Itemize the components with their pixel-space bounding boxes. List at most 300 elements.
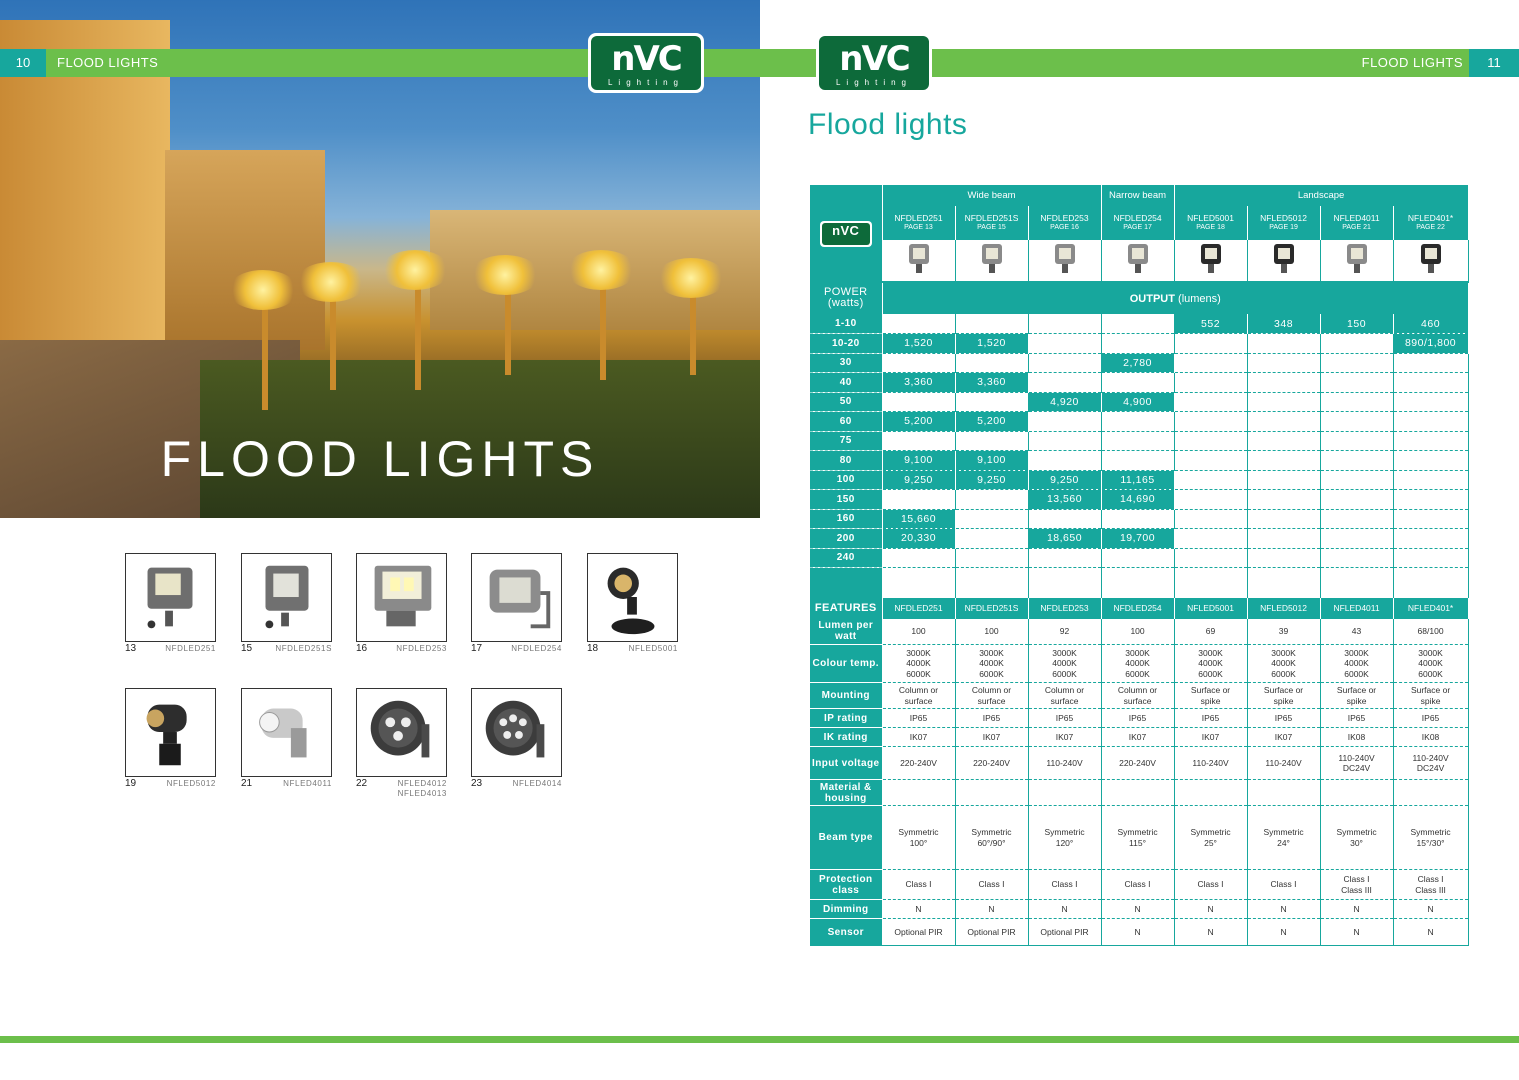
product-thumbnail-icon	[1247, 240, 1320, 282]
feature-model-code: NFDLED251	[882, 598, 955, 619]
product-page-number: 22	[356, 778, 368, 789]
feature-cell: 100	[955, 619, 1028, 645]
output-cell	[1393, 490, 1468, 510]
feature-cell	[1393, 780, 1468, 806]
feature-cell: Symmetric 100°	[882, 806, 955, 870]
output-cell	[1247, 490, 1320, 510]
model-header	[1320, 206, 1393, 240]
model-code: NFDLED254	[1113, 213, 1162, 223]
output-cell	[1028, 509, 1101, 529]
output-cell	[882, 353, 955, 373]
feature-cell: IP65	[1247, 709, 1320, 728]
power-header: POWER (watts)	[810, 282, 882, 314]
feature-row	[810, 683, 1468, 709]
feature-cell: 3000K 4000K 6000K	[1101, 645, 1174, 683]
model-page: PAGE 22	[1416, 224, 1445, 231]
feature-cell: Class I	[1101, 870, 1174, 900]
feature-cell: 3000K 4000K 6000K	[1247, 645, 1320, 683]
feature-label: Mounting	[810, 683, 882, 709]
output-cell	[1174, 334, 1247, 354]
feature-cell: N	[1101, 900, 1174, 919]
product-thumbnail-icon	[955, 240, 1028, 282]
left-section-title: FLOOD LIGHTS	[57, 55, 159, 70]
output-cell: 9,250	[955, 470, 1028, 490]
feature-cell: IP65	[882, 709, 955, 728]
output-cell: 4,900	[1101, 392, 1174, 412]
output-cell	[955, 529, 1028, 549]
feature-cell	[1320, 780, 1393, 806]
feature-cell: Symmetric 30°	[1320, 806, 1393, 870]
product-thumbnail-icon	[882, 240, 955, 282]
feature-label: Material & housing	[810, 780, 882, 806]
model-code: NFDLED253	[1040, 213, 1089, 223]
feature-cell: Class I Class III	[1393, 870, 1468, 900]
output-cell	[1320, 470, 1393, 490]
output-cell: 552	[1174, 314, 1247, 334]
output-cell	[955, 509, 1028, 529]
feature-row	[810, 870, 1468, 900]
group-header: Narrow beam	[1101, 185, 1174, 206]
footer-bar	[0, 1036, 1519, 1043]
power-cell: 10-20	[810, 334, 882, 354]
model-code: NFDLED251S	[964, 213, 1019, 223]
output-cell: 2,780	[1101, 353, 1174, 373]
feature-cell: N	[1174, 900, 1247, 919]
output-row	[810, 451, 1468, 471]
model-page: PAGE 17	[1123, 224, 1152, 231]
output-cell: 5,200	[882, 412, 955, 432]
output-cell	[1028, 412, 1101, 432]
feature-cell: Symmetric 24°	[1247, 806, 1320, 870]
feature-cell: 100	[882, 619, 955, 645]
feature-cell: 100	[1101, 619, 1174, 645]
output-cell	[1101, 548, 1174, 568]
feature-cell: Class I	[1247, 870, 1320, 900]
feature-cell: IK07	[1101, 728, 1174, 747]
output-cell: 460	[1393, 314, 1468, 334]
feature-cell: Optional PIR	[1028, 919, 1101, 946]
feature-cell: Symmetric 120°	[1028, 806, 1101, 870]
output-cell: 9,250	[882, 470, 955, 490]
feature-cell	[1247, 780, 1320, 806]
feature-cell: 110-240V DC24V	[1393, 747, 1468, 780]
output-cell: 18,650	[1028, 529, 1101, 549]
product-page-number: 17	[471, 643, 483, 654]
feature-model-code: NFLED5001	[1174, 598, 1247, 619]
output-row	[810, 470, 1468, 490]
output-cell	[1247, 529, 1320, 549]
output-cell	[955, 353, 1028, 373]
power-cell: 160	[810, 509, 882, 529]
output-cell: 14,690	[1101, 490, 1174, 510]
feature-label: IP rating	[810, 709, 882, 728]
feature-row	[810, 919, 1468, 946]
feature-cell	[882, 780, 955, 806]
feature-row	[810, 709, 1468, 728]
feature-cell: 69	[1174, 619, 1247, 645]
model-page: PAGE 15	[977, 224, 1006, 231]
feature-cell: 68/100	[1393, 619, 1468, 645]
model-page: PAGE 19	[1269, 224, 1298, 231]
feature-cell: Optional PIR	[882, 919, 955, 946]
feature-cell: Symmetric 115°	[1101, 806, 1174, 870]
output-row	[810, 509, 1468, 529]
table-logo-cell	[810, 185, 882, 282]
model-header	[1028, 206, 1101, 240]
product-code: NFDLED251S	[275, 644, 332, 653]
feature-cell: Surface or spike	[1320, 683, 1393, 709]
product-page-number: 18	[587, 643, 599, 654]
feature-row	[810, 900, 1468, 919]
feature-cell: 3000K 4000K 6000K	[1174, 645, 1247, 683]
output-cell: 5,200	[955, 412, 1028, 432]
feature-model-code: NFDLED253	[1028, 598, 1101, 619]
output-cell	[1393, 392, 1468, 412]
feature-model-code: NFLED4011	[1320, 598, 1393, 619]
right-page-number: 11	[1469, 49, 1519, 77]
output-cell: 9,100	[955, 451, 1028, 471]
output-row	[810, 529, 1468, 549]
product-thumbnail-icon	[1174, 240, 1247, 282]
feature-cell: N	[1028, 900, 1101, 919]
output-cell	[1393, 509, 1468, 529]
feature-label: Input voltage	[810, 747, 882, 780]
output-cell: 20,330	[882, 529, 955, 549]
feature-cell: Surface or spike	[1174, 683, 1247, 709]
feature-cell: Surface or spike	[1393, 683, 1468, 709]
feature-cell: Symmetric 15°/30°	[1393, 806, 1468, 870]
feature-cell: Column or surface	[1101, 683, 1174, 709]
feature-cell: N	[1393, 900, 1468, 919]
feature-model-code: NFDLED254	[1101, 598, 1174, 619]
feature-cell: IK07	[1174, 728, 1247, 747]
output-cell	[1174, 529, 1247, 549]
feature-cell	[1028, 780, 1101, 806]
feature-cell: Symmetric 60°/90°	[955, 806, 1028, 870]
feature-cell: 3000K 4000K 6000K	[1320, 645, 1393, 683]
feature-label: Colour temp.	[810, 645, 882, 683]
output-cell	[1174, 373, 1247, 393]
product-code: NFDLED254	[511, 644, 562, 653]
output-cell	[1320, 548, 1393, 568]
feature-row	[810, 728, 1468, 747]
output-cell: 348	[1247, 314, 1320, 334]
output-cell: 3,360	[955, 373, 1028, 393]
feature-cell: N	[1247, 900, 1320, 919]
output-cell	[1174, 412, 1247, 432]
output-cell	[1393, 529, 1468, 549]
output-cell	[1247, 412, 1320, 432]
model-page: PAGE 13	[904, 224, 933, 231]
left-page-number: 10	[0, 49, 46, 77]
feature-cell: Class I	[882, 870, 955, 900]
feature-model-code: NFLED5012	[1247, 598, 1320, 619]
feature-cell: 110-240V	[1028, 747, 1101, 780]
model-code: NFLED4011	[1333, 213, 1380, 223]
feature-cell: IK08	[1320, 728, 1393, 747]
output-cell	[1028, 373, 1101, 393]
output-cell	[1320, 353, 1393, 373]
product-code: NFDLED251	[165, 644, 216, 653]
output-cell	[1247, 470, 1320, 490]
output-cell	[1247, 431, 1320, 451]
product-thumbnail-icon	[1320, 240, 1393, 282]
product-page-number: 21	[241, 778, 253, 789]
feature-row	[810, 747, 1468, 780]
feature-cell: Class I Class III	[1320, 870, 1393, 900]
features-header: FEATURES	[810, 598, 882, 619]
feature-cell: 110-240V DC24V	[1320, 747, 1393, 780]
output-cell	[1320, 334, 1393, 354]
feature-row	[810, 619, 1468, 645]
feature-model-code: NFDLED251S	[955, 598, 1028, 619]
output-cell: 1,520	[882, 334, 955, 354]
output-cell	[1247, 353, 1320, 373]
product-photo-floodlight	[125, 553, 216, 642]
output-cell	[1174, 353, 1247, 373]
nvc-logo: nVC Lighting	[588, 33, 704, 93]
output-cell	[1101, 431, 1174, 451]
output-row	[810, 353, 1468, 373]
product-page-number: 23	[471, 778, 483, 789]
output-cell	[1393, 548, 1468, 568]
output-cell	[1393, 431, 1468, 451]
feature-cell: IK07	[1028, 728, 1101, 747]
output-cell	[1174, 451, 1247, 471]
product-photo-round-floodlight	[471, 688, 562, 777]
output-cell	[1101, 373, 1174, 393]
feature-cell: IP65	[1174, 709, 1247, 728]
output-cell	[1101, 451, 1174, 471]
feature-cell	[955, 780, 1028, 806]
feature-cell: IP65	[1028, 709, 1101, 728]
model-code: NFLED5001	[1187, 213, 1234, 223]
output-cell	[1101, 509, 1174, 529]
product-code: NFLED4014	[512, 779, 562, 788]
feature-cell: 92	[1028, 619, 1101, 645]
feature-cell: N	[882, 900, 955, 919]
product-photo-floodlight	[241, 553, 332, 642]
output-row	[810, 373, 1468, 393]
feature-cell: Class I	[1174, 870, 1247, 900]
output-cell: 150	[1320, 314, 1393, 334]
feature-cell: Class I	[1028, 870, 1101, 900]
product-photo-spike-light	[587, 553, 678, 642]
output-cell	[1393, 373, 1468, 393]
output-cell	[955, 314, 1028, 334]
feature-cell: N	[1320, 900, 1393, 919]
output-cell	[1028, 548, 1101, 568]
output-cell	[1320, 431, 1393, 451]
power-cell: 150	[810, 490, 882, 510]
group-header: Wide beam	[882, 185, 1101, 206]
output-cell	[1174, 470, 1247, 490]
product-code: NFLED5001	[628, 644, 678, 653]
output-cell	[1028, 451, 1101, 471]
output-cell	[955, 431, 1028, 451]
model-page: PAGE 21	[1342, 224, 1371, 231]
output-cell	[1247, 548, 1320, 568]
output-cell	[1174, 392, 1247, 412]
model-header	[1101, 206, 1174, 240]
feature-cell: 3000K 4000K 6000K	[1393, 645, 1468, 683]
feature-label: Beam type	[810, 806, 882, 870]
feature-label: IK rating	[810, 728, 882, 747]
feature-cell: IK07	[955, 728, 1028, 747]
product-code: NFLED5012	[166, 779, 216, 788]
output-cell	[1101, 314, 1174, 334]
feature-label: Dimming	[810, 900, 882, 919]
power-cell: 1-10	[810, 314, 882, 334]
output-cell	[1101, 334, 1174, 354]
product-photo-floodlight	[471, 553, 562, 642]
output-cell	[1247, 334, 1320, 354]
feature-cell: N	[1101, 919, 1174, 946]
feature-cell: Surface or spike	[1247, 683, 1320, 709]
output-cell	[955, 548, 1028, 568]
feature-cell: IK07	[882, 728, 955, 747]
feature-cell: Class I	[955, 870, 1028, 900]
feature-cell: 39	[1247, 619, 1320, 645]
hero-title: FLOOD LIGHTS	[160, 431, 600, 487]
feature-cell: 220-240V	[955, 747, 1028, 780]
product-photo-round-floodlight	[356, 688, 447, 777]
output-cell	[1393, 451, 1468, 471]
product-page-number: 16	[356, 643, 368, 654]
output-cell	[1320, 529, 1393, 549]
output-cell	[1393, 353, 1468, 373]
model-code: NFLED401*	[1407, 213, 1454, 223]
feature-row	[810, 780, 1468, 806]
product-page-number: 13	[125, 643, 137, 654]
model-header	[882, 206, 955, 240]
output-cell	[882, 314, 955, 334]
feature-cell: Column or surface	[1028, 683, 1101, 709]
output-cell	[882, 490, 955, 510]
output-row	[810, 412, 1468, 432]
output-row	[810, 548, 1468, 568]
output-row	[810, 314, 1468, 334]
feature-cell: IK08	[1393, 728, 1468, 747]
model-page: PAGE 16	[1050, 224, 1079, 231]
product-code: NFLED4012	[397, 779, 447, 788]
output-cell	[955, 490, 1028, 510]
feature-cell: Optional PIR	[955, 919, 1028, 946]
output-cell	[1320, 412, 1393, 432]
feature-row	[810, 806, 1468, 870]
feature-cell: 110-240V	[1247, 747, 1320, 780]
output-cell	[1174, 509, 1247, 529]
output-cell	[1028, 353, 1101, 373]
output-cell	[1174, 431, 1247, 451]
product-thumbnail-icon	[1393, 240, 1468, 282]
output-cell: 9,250	[1028, 470, 1101, 490]
output-cell: 13,560	[1028, 490, 1101, 510]
product-code: NFDLED253	[396, 644, 447, 653]
output-cell	[1320, 373, 1393, 393]
model-header	[955, 206, 1028, 240]
feature-cell: 3000K 4000K 6000K	[882, 645, 955, 683]
product-thumbnail-icon	[1028, 240, 1101, 282]
spec-table	[810, 185, 1469, 946]
output-cell	[1320, 509, 1393, 529]
feature-cell: 220-240V	[1101, 747, 1174, 780]
model-header	[1174, 206, 1247, 240]
output-cell	[1028, 334, 1101, 354]
output-cell: 1,520	[955, 334, 1028, 354]
output-row	[810, 490, 1468, 510]
output-cell: 890/1,800	[1393, 334, 1468, 354]
output-row	[810, 431, 1468, 451]
product-photo-spot-light	[125, 688, 216, 777]
power-cell: 240	[810, 548, 882, 568]
power-cell: 50	[810, 392, 882, 412]
power-cell: 30	[810, 353, 882, 373]
output-cell	[1028, 314, 1101, 334]
output-header: OUTPUT (lumens)	[882, 282, 1468, 314]
feature-cell	[1101, 780, 1174, 806]
power-cell: 80	[810, 451, 882, 471]
feature-label: Lumen per watt	[810, 619, 882, 645]
product-code: NFLED4013	[397, 789, 447, 798]
output-row	[810, 334, 1468, 354]
output-cell	[882, 548, 955, 568]
output-cell	[1393, 412, 1468, 432]
feature-cell: IP65	[1320, 709, 1393, 728]
output-cell: 15,660	[882, 509, 955, 529]
output-cell	[1247, 373, 1320, 393]
feature-cell: 43	[1320, 619, 1393, 645]
feature-cell: IK07	[1247, 728, 1320, 747]
feature-cell: IP65	[1101, 709, 1174, 728]
output-cell	[955, 392, 1028, 412]
model-header	[1247, 206, 1320, 240]
output-cell: 3,360	[882, 373, 955, 393]
model-header	[1393, 206, 1468, 240]
output-cell	[1320, 490, 1393, 510]
nvc-logo: nVC	[822, 223, 870, 245]
product-photo-spot-light	[241, 688, 332, 777]
output-cell: 9,100	[882, 451, 955, 471]
output-row	[810, 392, 1468, 412]
output-cell	[1247, 451, 1320, 471]
power-cell: 60	[810, 412, 882, 432]
feature-cell: N	[1393, 919, 1468, 946]
output-cell	[1174, 548, 1247, 568]
feature-cell: Column or surface	[882, 683, 955, 709]
product-photo-floodlight	[356, 553, 447, 642]
feature-cell: 3000K 4000K 6000K	[1028, 645, 1101, 683]
page-heading: Flood lights	[808, 108, 968, 141]
output-cell	[1101, 412, 1174, 432]
model-page: PAGE 18	[1196, 224, 1225, 231]
output-cell	[1393, 470, 1468, 490]
nvc-logo: nVC Lighting	[816, 33, 932, 93]
feature-cell: IP65	[955, 709, 1028, 728]
output-cell	[882, 392, 955, 412]
feature-cell: N	[955, 900, 1028, 919]
output-cell	[882, 431, 955, 451]
output-cell	[1174, 490, 1247, 510]
feature-cell	[1174, 780, 1247, 806]
power-cell: 40	[810, 373, 882, 393]
group-header: Landscape	[1174, 185, 1468, 206]
output-cell	[1028, 431, 1101, 451]
output-cell	[1247, 509, 1320, 529]
feature-cell: Symmetric 25°	[1174, 806, 1247, 870]
feature-cell: 220-240V	[882, 747, 955, 780]
output-cell	[1320, 451, 1393, 471]
